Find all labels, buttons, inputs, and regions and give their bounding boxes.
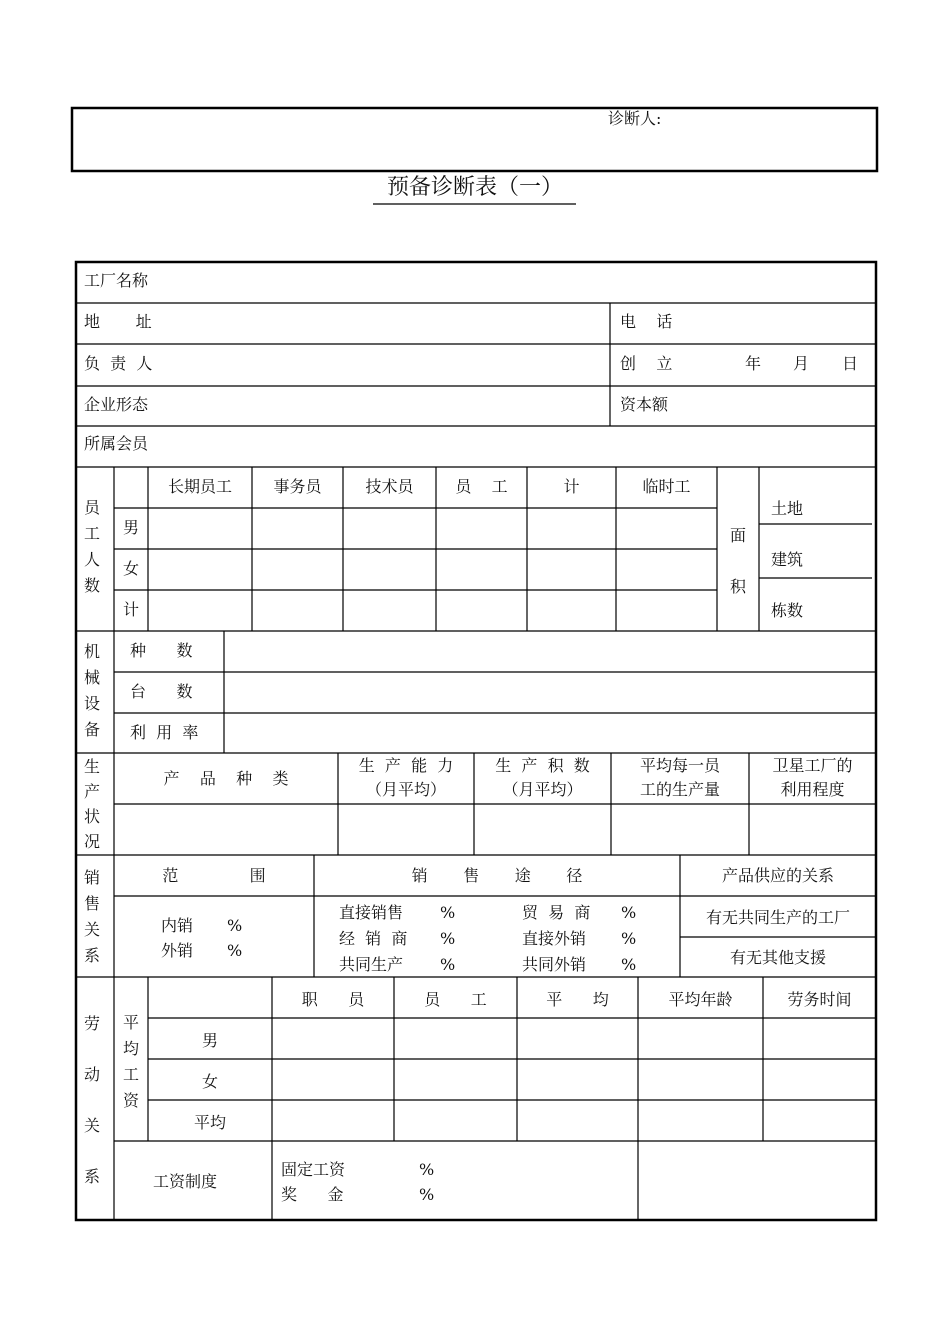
area-label: 积 <box>730 577 747 596</box>
pct-sign: % <box>440 955 456 974</box>
per-worker-header-sub: 工的生产量 <box>639 780 720 799</box>
export-label: 外销 <box>161 941 194 960</box>
channel-header: 销 售 途 径 <box>411 866 583 885</box>
person-in-charge-label: 负 责 人 <box>84 354 153 373</box>
pct-sign: % <box>227 916 243 935</box>
channel-item: 经 销 商 <box>339 929 408 948</box>
labor-col-header: 平均年龄 <box>668 990 733 1009</box>
staff-col-header: 长期员工 <box>167 477 232 496</box>
staff-side-label: 员 <box>84 498 101 517</box>
avg-wage-label: 均 <box>123 1039 140 1058</box>
bonus-label: 奖 金 <box>281 1185 344 1204</box>
area-item: 栋数 <box>771 601 804 620</box>
product-type-header: 产 品 种 类 <box>163 769 289 788</box>
pct-sign: % <box>621 929 637 948</box>
machinery-side-label: 机 <box>84 642 101 661</box>
staff-row-label: 计 <box>123 600 140 619</box>
avg-wage-label: 工 <box>123 1065 140 1084</box>
machinery-row-label: 种 数 <box>130 641 193 660</box>
channel-item: 共同外销 <box>522 955 587 974</box>
production-side-label: 生 <box>84 757 101 776</box>
staff-side-label: 数 <box>84 576 101 595</box>
output-header-sub: （月平均） <box>502 780 583 799</box>
staff-row-label: 女 <box>123 559 140 578</box>
capital-label: 资本额 <box>620 395 669 414</box>
header-box <box>72 108 877 171</box>
channel-item: 直接销售 <box>339 903 404 922</box>
pct-sign: % <box>621 903 637 922</box>
labor-row-label: 女 <box>201 1072 218 1091</box>
area-item: 建筑 <box>771 550 804 569</box>
labor-side-label: 劳 <box>84 1014 101 1033</box>
sales-side-label: 系 <box>84 946 101 965</box>
staff-side-label: 人 <box>84 550 101 569</box>
production-side-label: 状 <box>84 807 101 826</box>
machinery-side-label: 设 <box>84 694 101 713</box>
sales-side-label: 关 <box>84 920 101 939</box>
enterprise-form-label: 企业形态 <box>84 395 149 414</box>
wage-system-label: 工资制度 <box>153 1172 218 1191</box>
range-header: 范 围 <box>162 866 266 885</box>
channel-item: 贸 易 商 <box>522 903 591 922</box>
supply-header: 产品供应的关系 <box>721 866 834 885</box>
output-header: 生 产 积 数 <box>495 756 590 775</box>
supply-item: 有无其他支援 <box>729 948 826 967</box>
day-label: 日 <box>842 354 859 373</box>
production-side-label: 况 <box>84 832 101 851</box>
channel-item: 共同生产 <box>339 955 404 974</box>
form-title: 预备诊断表（一） <box>386 175 563 200</box>
satellite-header: 卫星工厂的 <box>772 756 853 775</box>
pct-sign: % <box>621 955 637 974</box>
domestic-label: 内销 <box>161 916 194 935</box>
labor-col-header: 员 工 <box>424 990 487 1009</box>
staff-col-header: 临时工 <box>642 477 691 496</box>
pct-sign: % <box>440 929 456 948</box>
labor-col-header: 劳务时间 <box>787 990 852 1009</box>
labor-side-label: 关 <box>84 1116 101 1135</box>
diagnoser-label: 诊断人: <box>608 109 662 128</box>
channel-item: 直接外销 <box>522 929 587 948</box>
area-label: 面 <box>730 526 747 545</box>
labor-row-label: 男 <box>201 1031 218 1050</box>
avg-wage-label: 平 <box>123 1013 140 1032</box>
capacity-header: 生 产 能 力 <box>358 756 454 775</box>
pct-sign: % <box>419 1160 435 1179</box>
pct-sign: % <box>227 941 243 960</box>
machinery-side-label: 械 <box>84 668 101 687</box>
labor-col-header: 平 均 <box>546 990 609 1009</box>
fixed-wage-label: 固定工资 <box>281 1160 346 1179</box>
labor-row-label: 平均 <box>193 1113 226 1132</box>
machinery-side-label: 备 <box>84 720 101 739</box>
staff-col-header: 事务员 <box>273 477 322 496</box>
supply-item: 有无共同生产的工厂 <box>705 908 850 927</box>
address-label: 地 址 <box>84 312 152 331</box>
sales-side-label: 销 <box>84 868 101 887</box>
staff-col-header: 员 工 <box>455 477 508 496</box>
phone-label: 电 话 <box>620 312 673 331</box>
production-side-label: 产 <box>84 782 101 801</box>
pct-sign: % <box>419 1185 435 1204</box>
year-label: 年 <box>745 354 762 373</box>
satellite-header-sub: 利用程度 <box>780 780 845 799</box>
machinery-row-label: 利 用 率 <box>130 723 199 742</box>
membership-label: 所属会员 <box>84 434 149 453</box>
pct-sign: % <box>440 903 456 922</box>
staff-side-label: 工 <box>84 524 101 543</box>
area-item: 土地 <box>771 499 804 518</box>
sales-side-label: 售 <box>84 894 101 913</box>
founded-label: 创 立 <box>620 354 673 373</box>
labor-side-label: 系 <box>84 1167 101 1186</box>
staff-col-header: 计 <box>563 477 580 496</box>
capacity-header-sub: （月平均） <box>365 780 446 799</box>
month-label: 月 <box>793 354 810 373</box>
staff-row-label: 男 <box>123 518 140 537</box>
labor-side-label: 动 <box>84 1065 101 1084</box>
factory-name-label: 工厂名称 <box>84 271 149 290</box>
labor-col-header: 职 员 <box>301 990 365 1009</box>
machinery-row-label: 台 数 <box>130 682 193 701</box>
per-worker-header: 平均每一员 <box>639 756 720 775</box>
staff-col-header: 技术员 <box>365 477 414 496</box>
avg-wage-label: 资 <box>123 1091 140 1110</box>
